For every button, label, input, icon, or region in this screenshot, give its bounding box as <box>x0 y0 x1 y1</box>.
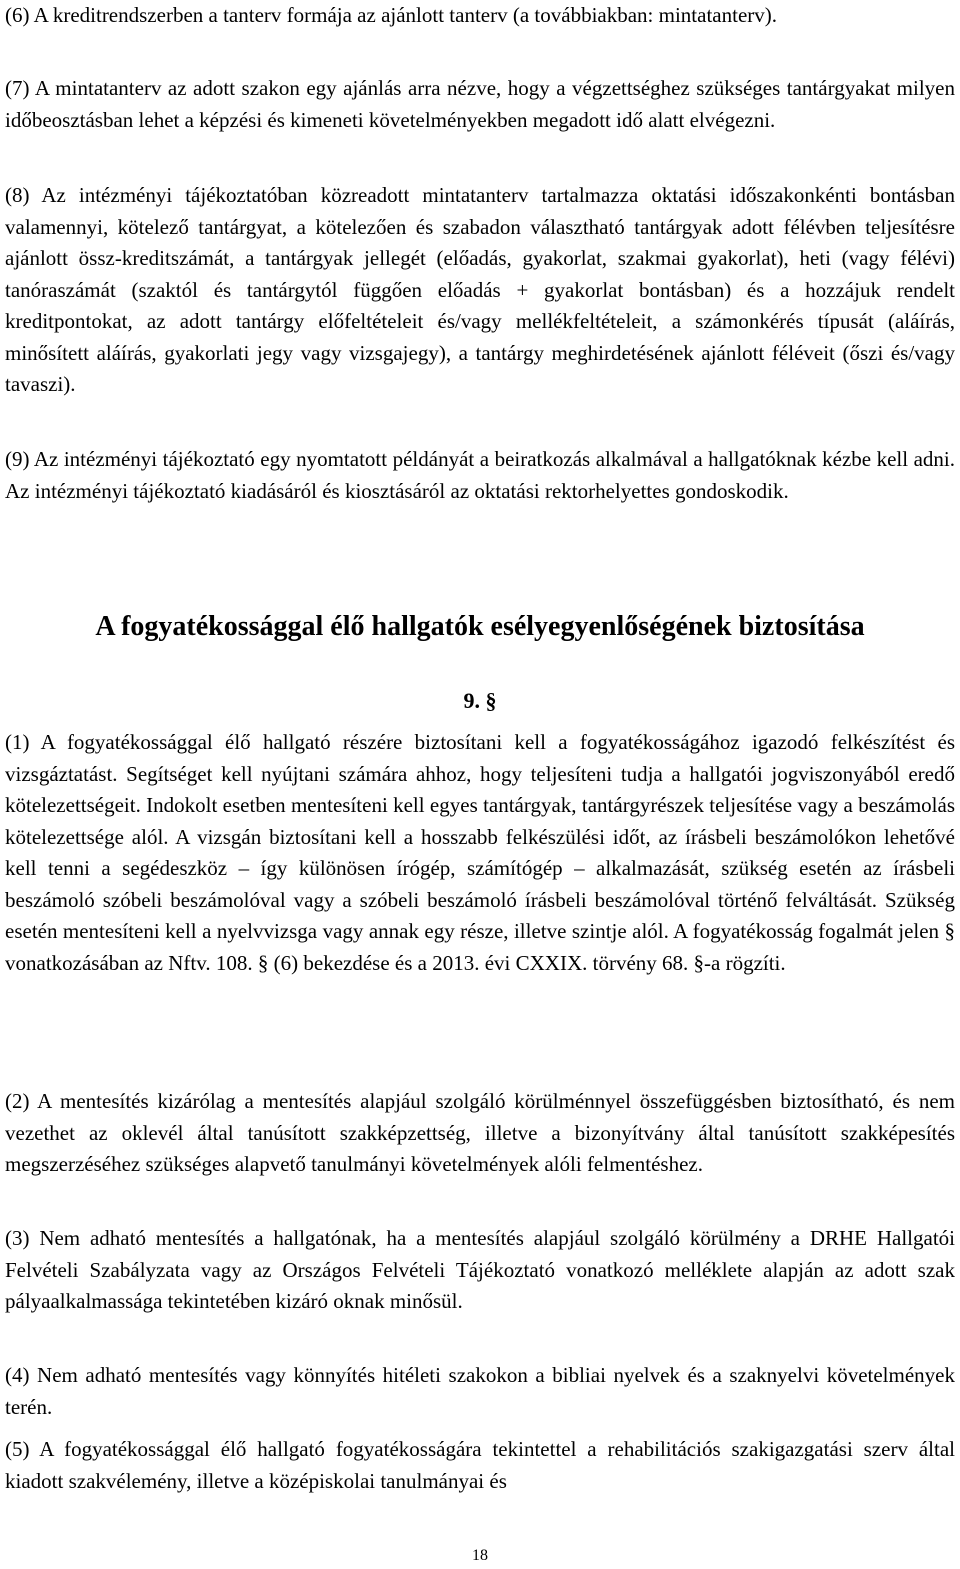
page-number: 18 <box>472 1547 488 1564</box>
paragraph-9: (9) Az intézményi tájékoztató egy nyomtatott példányát a beiratkozás alkalmával a hallgatóknak kézbe kell adni. Az intézményi tájékoztató kiadásáról és kiosztásáról az oktatási rektorhelyettes gondoskodik. <box>5 447 955 503</box>
section-paragraph-2: (2) A mentesítés kizárólag a mentesítés alapjául szolgáló körülménnyel összefüggésben biztosítható, és nem vezethet az oklevél által tanúsított szakképzettség, illetve a bizonyítvány által tanúsított szakképesítés megszerzéséhez szükséges alapvető tanulmányi követelmények alóli felmentéshez. <box>5 1089 955 1176</box>
section-paragraph-5: (5) A fogyatékossággal élő hallgató fogyatékosságára tekintettel a rehabilitációs szakigazgatási szerv által kiadott szakvélemény, illetve a középiskolai tanulmányai és <box>5 1437 955 1493</box>
paragraph-7: (7) A mintatanterv az adott szakon egy ajánlás arra nézve, hogy a végzettséghez szükséges tantárgyakat milyen időbeosztásban lehet a képzési és kimeneti követelményekben megadott idő alatt elvégezni. <box>5 76 955 132</box>
section-paragraph-4: (4) Nem adható mentesítés vagy könnyítés hitéleti szakokon a bibliai nyelvek és a szaknyelvi követelmények terén. <box>5 1363 955 1419</box>
section-paragraph-3: (3) Nem adható mentesítés a hallgatónak, ha a mentesítés alapjául szolgáló körülmény a DRHE Hallgatói Felvételi Szabályzata vagy az Országos Felvételi Tájékoztató vonatkozó melléklete alapján az adott szak pályaalkalmassága tekintetében kizáró oknak minősül. <box>5 1226 955 1313</box>
section-paragraph-1: (1) A fogyatékossággal élő hallgató részére biztosítani kell a fogyatékosságához igazodó felkészítést és vizsgáztatást. Segítséget kell nyújtani számára ahhoz, hogy teljesíteni tudja a hallgatói jogviszonyából eredő kötelezettségeit. Indokolt esetben mentesíteni kell egyes tantárgyak, tantárgyrészek teljesítése vagy a beszámolás kötelezettsége alól. A vizsgán biztosítani kell a hosszabb felkészülési időt, az írásbeli beszámolókon lehetővé kell tenni a segédeszköz – így különösen írógép, számítógép – alkalmazását, szükség esetén az írásbeli beszámoló szóbeli beszámolóval vagy a szóbeli beszámoló írásbeli beszámolóval történő felváltását. Szükség esetén mentesíteni kell a nyelvvizsga vagy annak egy része, illetve szintje alól. A fogyatékosság fogalmát jelen § vonatkozásában az Nftv. 108. § (6) bekezdése és a 2013. évi CXXIX. törvény 68. §-a rögzíti. <box>5 730 955 975</box>
section-heading: A fogyatékossággal élő hallgatók esélyegyenlőségének biztosítása <box>95 611 865 642</box>
section-number: 9. § <box>463 688 497 713</box>
paragraph-6: (6) A kreditrendszerben a tanterv formája az ajánlott tanterv (a továbbiakban: mintatanterv). <box>5 3 778 27</box>
paragraph-8: (8) Az intézményi tájékoztatóban közreadott mintatanterv tartalmazza oktatási időszakonkénti bontásban valamennyi, kötelező tantárgyat, a kötelezően és szabadon választható tantárgyak adott félévben teljesítésre ajánlott össz-kreditszámát, a tantárgyak jellegét (előadás, gyakorlat, szakmai gyakorlat), heti (vagy félévi) tanóraszámát (szaktól és tantárgytól függően előadás + gyakorlat bontásban) és a hozzájuk rendelt kreditpontokat, az adott tantárgy előfeltételeit és/vagy mellékfeltételeit, a számonkérés típusát (aláírás, minősített aláírás, gyakorlati jegy vagy vizsgajegy), a tantárgy meghirdetésének ajánlott féléveit (őszi és/vagy tavaszi). <box>5 183 955 396</box>
